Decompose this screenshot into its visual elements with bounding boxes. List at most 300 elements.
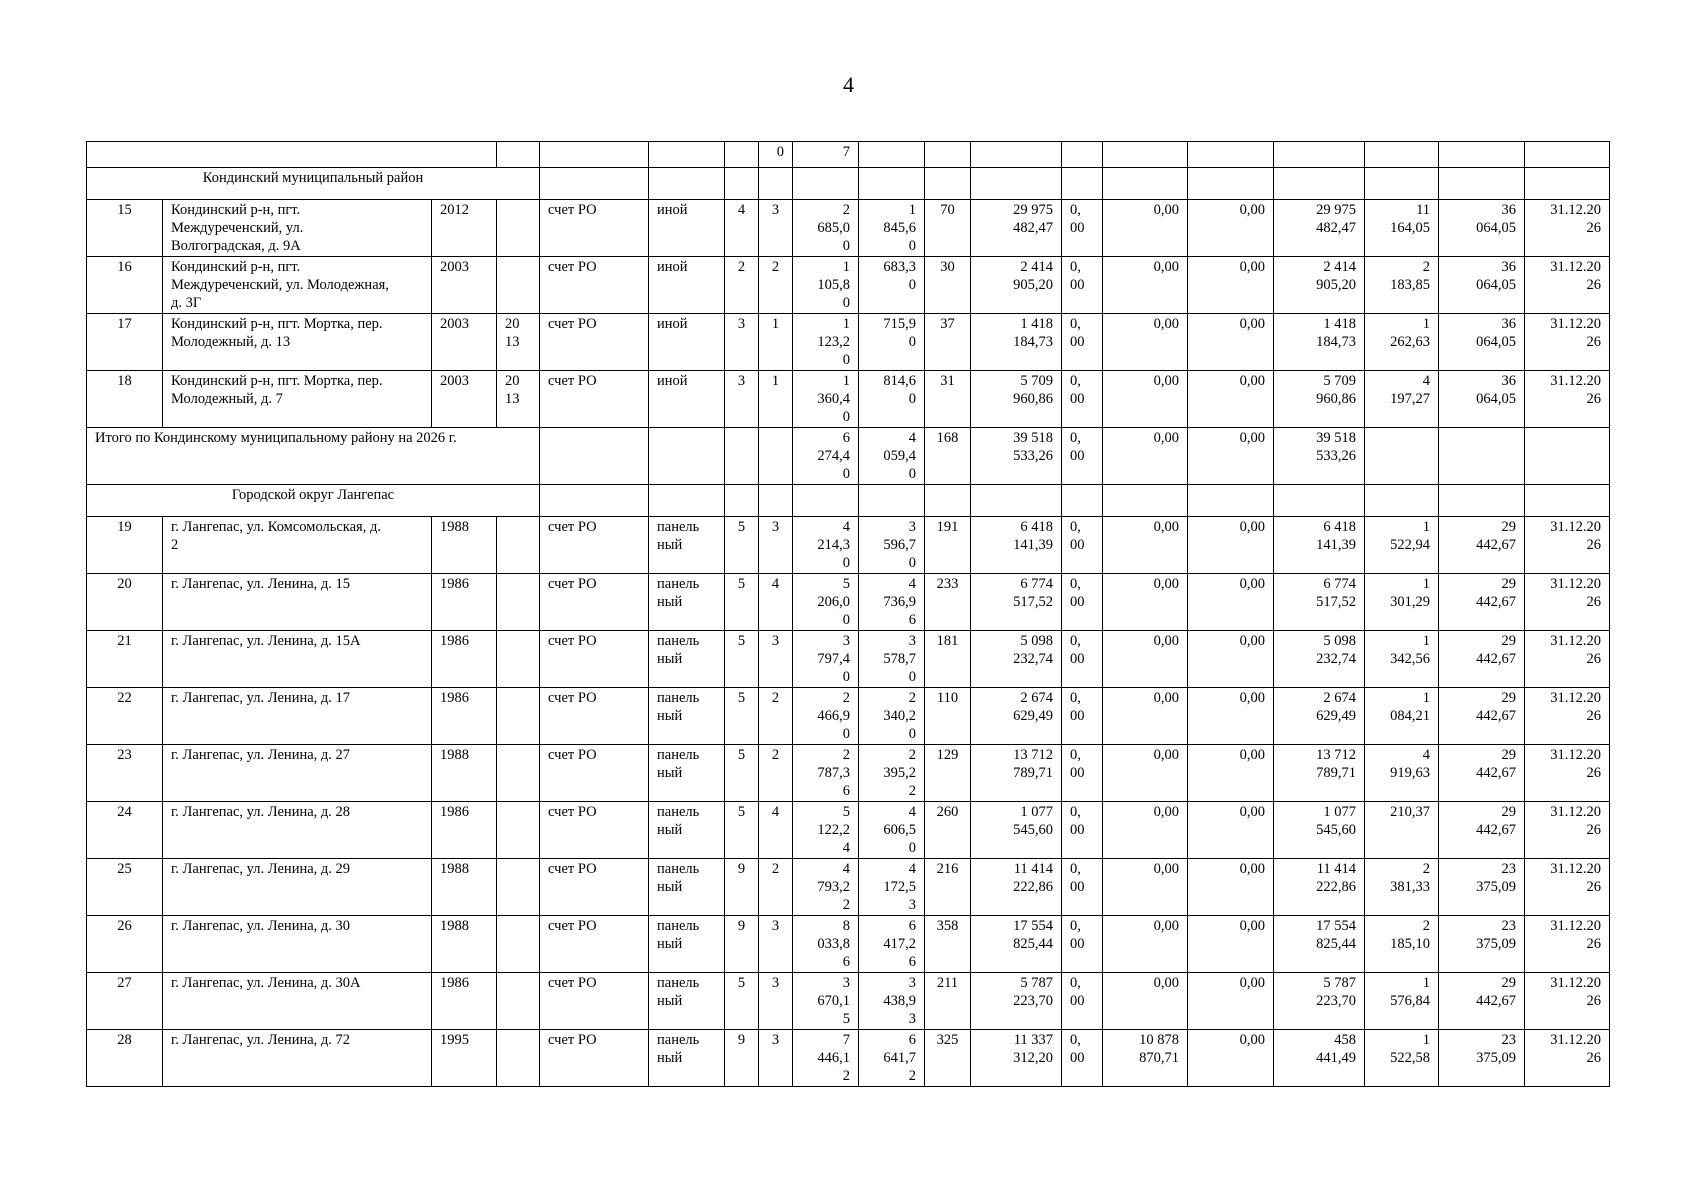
area-cell: 6 641,7 2 — [859, 1030, 925, 1087]
area-cell: 4 793,2 2 — [793, 859, 859, 916]
empty-cell — [1274, 485, 1365, 517]
empty-cell — [649, 142, 725, 168]
value-cell: 0, 00 — [1062, 428, 1103, 485]
residents-cell: 31 — [925, 371, 971, 428]
date-cell: 31.12.20 26 — [1525, 973, 1610, 1030]
account-cell: счет РО — [540, 802, 649, 859]
residents-cell: 110 — [925, 688, 971, 745]
value-cell: 0,00 — [1188, 517, 1274, 574]
residents-cell: 37 — [925, 314, 971, 371]
area-cell: 5 206,0 0 — [793, 574, 859, 631]
area-cell: 1 845,6 0 — [859, 200, 925, 257]
page-number: 4 — [843, 72, 854, 97]
floors-cell: 3 — [725, 314, 759, 371]
floors-cell: 5 — [725, 631, 759, 688]
date-cell: 31.12.20 26 — [1525, 200, 1610, 257]
area-cell: 4 059,4 0 — [859, 428, 925, 485]
date-cell: 31.12.20 26 — [1525, 802, 1610, 859]
floors-cell: 5 — [725, 688, 759, 745]
year-cell: 1988 — [432, 859, 497, 916]
area-cell: 3 578,7 0 — [859, 631, 925, 688]
value-cell: 0,00 — [1188, 631, 1274, 688]
value-cell: 10 878 870,71 — [1103, 1030, 1188, 1087]
year2-cell — [497, 688, 540, 745]
total-label: Итого по Кондинскому муниципальному району на 2026 г. — [87, 428, 540, 485]
value-cell: 0,00 — [1103, 200, 1188, 257]
year2-cell — [497, 517, 540, 574]
entrances-cell: 1 — [759, 371, 793, 428]
year-cell: 1986 — [432, 688, 497, 745]
section-title: Городской округ Лангепас — [87, 485, 540, 517]
value-cell: 0,00 — [1103, 371, 1188, 428]
area-cell: 6 274,4 0 — [793, 428, 859, 485]
account-cell: счет РО — [540, 859, 649, 916]
date-cell: 31.12.20 26 — [1525, 916, 1610, 973]
row-number: 25 — [87, 859, 163, 916]
empty-cell — [859, 485, 925, 517]
residents-cell: 191 — [925, 517, 971, 574]
value-cell: 29 442,67 — [1439, 517, 1525, 574]
account-cell: счет РО — [540, 314, 649, 371]
account-cell: счет РО — [540, 631, 649, 688]
value-cell: 11 164,05 — [1365, 200, 1439, 257]
area-cell: 0 — [759, 142, 793, 168]
value-cell: 1 418 184,73 — [1274, 314, 1365, 371]
empty-cell — [925, 142, 971, 168]
value-cell: 2 381,33 — [1365, 859, 1439, 916]
value-cell: 0,00 — [1103, 802, 1188, 859]
material-cell: панель ный — [649, 574, 725, 631]
area-cell: 3 797,4 0 — [793, 631, 859, 688]
account-cell: счет РО — [540, 745, 649, 802]
year-cell: 1988 — [432, 745, 497, 802]
area-cell: 814,6 0 — [859, 371, 925, 428]
area-cell: 3 596,7 0 — [859, 517, 925, 574]
entrances-cell: 4 — [759, 802, 793, 859]
floors-cell: 5 — [725, 517, 759, 574]
floors-cell: 5 — [725, 574, 759, 631]
entrances-cell: 3 — [759, 517, 793, 574]
value-cell: 2 185,10 — [1365, 916, 1439, 973]
value-cell: 0,00 — [1188, 1030, 1274, 1087]
value-cell: 29 442,67 — [1439, 802, 1525, 859]
year2-cell — [497, 802, 540, 859]
material-cell: панель ный — [649, 1030, 725, 1087]
residents-cell: 216 — [925, 859, 971, 916]
area-cell: 7 — [793, 142, 859, 168]
material-cell: панель ный — [649, 517, 725, 574]
value-cell: 23 375,09 — [1439, 916, 1525, 973]
value-cell: 6 418 141,39 — [1274, 517, 1365, 574]
year2-cell — [497, 257, 540, 314]
empty-cell — [759, 485, 793, 517]
floors-cell: 3 — [725, 371, 759, 428]
empty-cell — [540, 485, 649, 517]
address-cell: г. Лангепас, ул. Ленина, д. 30 — [163, 916, 432, 973]
address-cell: г. Лангепас, ул. Ленина, д. 27 — [163, 745, 432, 802]
empty-cell — [540, 142, 649, 168]
section-heading-row — [87, 168, 1610, 200]
value-cell: 0, 00 — [1062, 257, 1103, 314]
value-cell: 1 301,29 — [1365, 574, 1439, 631]
value-cell: 5 787 223,70 — [1274, 973, 1365, 1030]
value-cell: 1 522,94 — [1365, 517, 1439, 574]
value-cell: 0,00 — [1188, 574, 1274, 631]
value-cell: 23 375,09 — [1439, 859, 1525, 916]
residents-cell: 358 — [925, 916, 971, 973]
empty-cell — [793, 485, 859, 517]
empty-cell — [1525, 142, 1610, 168]
empty-cell — [1103, 168, 1188, 200]
value-cell: 0,00 — [1188, 200, 1274, 257]
value-cell: 2 183,85 — [1365, 257, 1439, 314]
table-row — [87, 802, 1610, 859]
year2-cell — [497, 574, 540, 631]
account-cell: счет РО — [540, 517, 649, 574]
area-cell: 683,3 0 — [859, 257, 925, 314]
cost-cell: 11 414 222,86 — [971, 859, 1062, 916]
area-cell: 5 122,2 4 — [793, 802, 859, 859]
address-cell: Кондинский р-н, пгт. Междуреченский, ул. Молодежная, д. 3Г — [163, 257, 432, 314]
cost-cell: 2 414 905,20 — [971, 257, 1062, 314]
cost-cell: 2 674 629,49 — [971, 688, 1062, 745]
residents-cell: 211 — [925, 973, 971, 1030]
value-cell: 29 442,67 — [1439, 688, 1525, 745]
floors-cell: 9 — [725, 916, 759, 973]
floors-cell: 9 — [725, 859, 759, 916]
area-cell: 715,9 0 — [859, 314, 925, 371]
value-cell: 1 077 545,60 — [1274, 802, 1365, 859]
empty-cell — [725, 142, 759, 168]
row-number: 21 — [87, 631, 163, 688]
value-cell: 0,00 — [1188, 916, 1274, 973]
entrances-cell: 2 — [759, 745, 793, 802]
empty-cell — [725, 485, 759, 517]
year2-cell — [497, 200, 540, 257]
cost-cell: 6 418 141,39 — [971, 517, 1062, 574]
value-cell: 29 442,67 — [1439, 631, 1525, 688]
residents-cell: 30 — [925, 257, 971, 314]
entrances-cell: 1 — [759, 314, 793, 371]
cost-cell: 13 712 789,71 — [971, 745, 1062, 802]
value-cell: 0, 00 — [1062, 371, 1103, 428]
year-cell: 2003 — [432, 257, 497, 314]
area-cell: 4 606,5 0 — [859, 802, 925, 859]
value-cell: 2 414 905,20 — [1274, 257, 1365, 314]
value-cell: 0, 00 — [1062, 745, 1103, 802]
cost-cell: 1 077 545,60 — [971, 802, 1062, 859]
area-cell: 4 172,5 3 — [859, 859, 925, 916]
account-cell: счет РО — [540, 1030, 649, 1087]
capital-repair-table — [86, 141, 1610, 1087]
year-cell: 2003 — [432, 371, 497, 428]
value-cell: 0, 00 — [1062, 574, 1103, 631]
value-cell: 0,00 — [1103, 574, 1188, 631]
empty-cell — [1365, 142, 1439, 168]
row-number: 27 — [87, 973, 163, 1030]
empty-cell — [87, 142, 497, 168]
address-cell: г. Лангепас, ул. Ленина, д. 28 — [163, 802, 432, 859]
floors-cell: 5 — [725, 745, 759, 802]
date-cell: 31.12.20 26 — [1525, 517, 1610, 574]
section-title: Кондинский муниципальный район — [87, 168, 540, 200]
value-cell: 5 709 960,86 — [1274, 371, 1365, 428]
material-cell: панель ный — [649, 802, 725, 859]
date-cell: 31.12.20 26 — [1525, 631, 1610, 688]
value-cell: 1 522,58 — [1365, 1030, 1439, 1087]
empty-cell — [859, 168, 925, 200]
entrances-cell: 3 — [759, 1030, 793, 1087]
row-number: 17 — [87, 314, 163, 371]
value-cell: 36 064,05 — [1439, 314, 1525, 371]
address-cell: г. Лангепас, ул. Комсомольская, д. 2 — [163, 517, 432, 574]
empty-cell — [649, 428, 725, 485]
value-cell: 0,00 — [1188, 973, 1274, 1030]
row-number: 18 — [87, 371, 163, 428]
entrances-cell: 3 — [759, 631, 793, 688]
value-cell: 36 064,05 — [1439, 371, 1525, 428]
empty-cell — [1188, 485, 1274, 517]
account-cell: счет РО — [540, 574, 649, 631]
account-cell: счет РО — [540, 973, 649, 1030]
value-cell: 0, 00 — [1062, 1030, 1103, 1087]
area-cell: 3 438,9 3 — [859, 973, 925, 1030]
value-cell: 17 554 825,44 — [1274, 916, 1365, 973]
floors-cell: 5 — [725, 973, 759, 1030]
residents-cell: 168 — [925, 428, 971, 485]
row-number: 16 — [87, 257, 163, 314]
year2-cell — [497, 745, 540, 802]
cost-cell: 11 337 312,20 — [971, 1030, 1062, 1087]
address-cell: г. Лангепас, ул. Ленина, д. 29 — [163, 859, 432, 916]
table-row — [87, 257, 1610, 314]
value-cell: 0,00 — [1103, 314, 1188, 371]
value-cell: 36 064,05 — [1439, 257, 1525, 314]
empty-cell — [759, 428, 793, 485]
value-cell: 36 064,05 — [1439, 200, 1525, 257]
value-cell: 0,00 — [1103, 688, 1188, 745]
residents-cell: 70 — [925, 200, 971, 257]
total-row — [87, 428, 1610, 485]
value-cell: 0,00 — [1103, 257, 1188, 314]
material-cell: иной — [649, 200, 725, 257]
entrances-cell: 2 — [759, 257, 793, 314]
continuation-row — [87, 142, 1610, 168]
date-cell: 31.12.20 26 — [1525, 745, 1610, 802]
address-cell: г. Лангепас, ул. Ленина, д. 72 — [163, 1030, 432, 1087]
value-cell: 0, 00 — [1062, 973, 1103, 1030]
value-cell: 0,00 — [1188, 859, 1274, 916]
value-cell: 4 919,63 — [1365, 745, 1439, 802]
value-cell: 1 262,63 — [1365, 314, 1439, 371]
year-cell: 1986 — [432, 973, 497, 1030]
value-cell: 0,00 — [1103, 631, 1188, 688]
value-cell: 0,00 — [1103, 859, 1188, 916]
empty-cell — [859, 142, 925, 168]
empty-cell — [1274, 142, 1365, 168]
empty-cell — [925, 485, 971, 517]
empty-cell — [1525, 168, 1610, 200]
empty-cell — [1188, 168, 1274, 200]
cost-cell: 1 418 184,73 — [971, 314, 1062, 371]
material-cell: панель ный — [649, 688, 725, 745]
value-cell: 0,00 — [1103, 973, 1188, 1030]
value-cell: 0,00 — [1188, 257, 1274, 314]
date-cell: 31.12.20 26 — [1525, 859, 1610, 916]
value-cell: 0,00 — [1103, 745, 1188, 802]
value-cell: 458 441,49 — [1274, 1030, 1365, 1087]
account-cell: счет РО — [540, 916, 649, 973]
date-cell: 31.12.20 26 — [1525, 688, 1610, 745]
value-cell: 2 674 629,49 — [1274, 688, 1365, 745]
address-cell: г. Лангепас, ул. Ленина, д. 15А — [163, 631, 432, 688]
value-cell: 1 576,84 — [1365, 973, 1439, 1030]
area-cell: 1 360,4 0 — [793, 371, 859, 428]
value-cell: 29 442,67 — [1439, 973, 1525, 1030]
year2-cell — [497, 973, 540, 1030]
residents-cell: 260 — [925, 802, 971, 859]
floors-cell: 9 — [725, 1030, 759, 1087]
table-row — [87, 688, 1610, 745]
empty-cell — [1188, 142, 1274, 168]
entrances-cell: 2 — [759, 859, 793, 916]
value-cell: 0,00 — [1188, 371, 1274, 428]
area-cell: 2 395,2 2 — [859, 745, 925, 802]
area-cell: 7 446,1 2 — [793, 1030, 859, 1087]
empty-cell — [649, 168, 725, 200]
empty-cell — [1439, 168, 1525, 200]
value-cell: 1 342,56 — [1365, 631, 1439, 688]
empty-cell — [971, 168, 1062, 200]
cost-cell: 6 774 517,52 — [971, 574, 1062, 631]
floors-cell: 5 — [725, 802, 759, 859]
value-cell: 0, 00 — [1062, 314, 1103, 371]
empty-cell — [1365, 428, 1439, 485]
entrances-cell: 3 — [759, 200, 793, 257]
year2-cell: 20 13 — [497, 314, 540, 371]
empty-cell — [1525, 428, 1610, 485]
value-cell: 0,00 — [1103, 517, 1188, 574]
area-cell: 4 214,3 0 — [793, 517, 859, 574]
value-cell: 210,37 — [1365, 802, 1439, 859]
date-cell: 31.12.20 26 — [1525, 257, 1610, 314]
value-cell: 0, 00 — [1062, 517, 1103, 574]
row-number: 19 — [87, 517, 163, 574]
year2-cell — [497, 859, 540, 916]
year2-cell — [497, 916, 540, 973]
table-row — [87, 1030, 1610, 1087]
row-number: 26 — [87, 916, 163, 973]
cost-cell: 29 975 482,47 — [971, 200, 1062, 257]
table-row — [87, 973, 1610, 1030]
table-row — [87, 916, 1610, 973]
year2-cell — [497, 631, 540, 688]
year-cell: 1986 — [432, 631, 497, 688]
value-cell: 39 518 533,26 — [1274, 428, 1365, 485]
year-cell: 1986 — [432, 802, 497, 859]
row-number: 22 — [87, 688, 163, 745]
account-cell: счет РО — [540, 688, 649, 745]
section-heading-row — [87, 485, 1610, 517]
table-row — [87, 371, 1610, 428]
year-cell: 1995 — [432, 1030, 497, 1087]
floors-cell: 4 — [725, 200, 759, 257]
empty-cell — [1062, 168, 1103, 200]
value-cell: 13 712 789,71 — [1274, 745, 1365, 802]
date-cell: 31.12.20 26 — [1525, 371, 1610, 428]
value-cell: 23 375,09 — [1439, 1030, 1525, 1087]
address-cell: Кондинский р-н, пгт. Мортка, пер. Молодежный, д. 13 — [163, 314, 432, 371]
value-cell: 0,00 — [1188, 688, 1274, 745]
material-cell: панель ный — [649, 973, 725, 1030]
value-cell: 4 197,27 — [1365, 371, 1439, 428]
table-row — [87, 314, 1610, 371]
area-cell: 6 417,2 6 — [859, 916, 925, 973]
address-cell: г. Лангепас, ул. Ленина, д. 30А — [163, 973, 432, 1030]
date-cell: 31.12.20 26 — [1525, 314, 1610, 371]
residents-cell: 181 — [925, 631, 971, 688]
value-cell: 0, 00 — [1062, 631, 1103, 688]
material-cell: панель ный — [649, 631, 725, 688]
account-cell: счет РО — [540, 200, 649, 257]
material-cell: панель ный — [649, 745, 725, 802]
empty-cell — [497, 142, 540, 168]
row-number: 23 — [87, 745, 163, 802]
address-cell: Кондинский р-н, пгт. Междуреченский, ул. Волгоградская, д. 9А — [163, 200, 432, 257]
material-cell: иной — [649, 371, 725, 428]
value-cell: 29 442,67 — [1439, 745, 1525, 802]
area-cell: 1 123,2 0 — [793, 314, 859, 371]
cost-cell: 5 098 232,74 — [971, 631, 1062, 688]
cost-cell: 5 787 223,70 — [971, 973, 1062, 1030]
empty-cell — [540, 428, 649, 485]
area-cell: 2 466,9 0 — [793, 688, 859, 745]
residents-cell: 233 — [925, 574, 971, 631]
area-cell: 1 105,8 0 — [793, 257, 859, 314]
address-cell: Кондинский р-н, пгт. Мортка, пер. Молодежный, д. 7 — [163, 371, 432, 428]
account-cell: счет РО — [540, 257, 649, 314]
row-number: 28 — [87, 1030, 163, 1087]
empty-cell — [1062, 142, 1103, 168]
value-cell: 0,00 — [1188, 745, 1274, 802]
area-cell: 2 787,3 6 — [793, 745, 859, 802]
area-cell: 4 736,9 6 — [859, 574, 925, 631]
row-number: 20 — [87, 574, 163, 631]
value-cell: 0, 00 — [1062, 916, 1103, 973]
empty-cell — [925, 168, 971, 200]
value-cell: 5 098 232,74 — [1274, 631, 1365, 688]
entrances-cell: 3 — [759, 916, 793, 973]
year2-cell: 20 13 — [497, 371, 540, 428]
value-cell: 11 414 222,86 — [1274, 859, 1365, 916]
empty-cell — [649, 485, 725, 517]
material-cell: панель ный — [649, 859, 725, 916]
empty-cell — [1274, 168, 1365, 200]
area-cell: 3 670,1 5 — [793, 973, 859, 1030]
date-cell: 31.12.20 26 — [1525, 1030, 1610, 1087]
year-cell: 1988 — [432, 517, 497, 574]
empty-cell — [1439, 485, 1525, 517]
year-cell: 2012 — [432, 200, 497, 257]
value-cell: 1 084,21 — [1365, 688, 1439, 745]
empty-cell — [971, 142, 1062, 168]
empty-cell — [971, 485, 1062, 517]
area-cell: 2 340,2 0 — [859, 688, 925, 745]
entrances-cell: 2 — [759, 688, 793, 745]
table-row — [87, 574, 1610, 631]
value-cell: 0,00 — [1188, 428, 1274, 485]
address-cell: г. Лангепас, ул. Ленина, д. 15 — [163, 574, 432, 631]
